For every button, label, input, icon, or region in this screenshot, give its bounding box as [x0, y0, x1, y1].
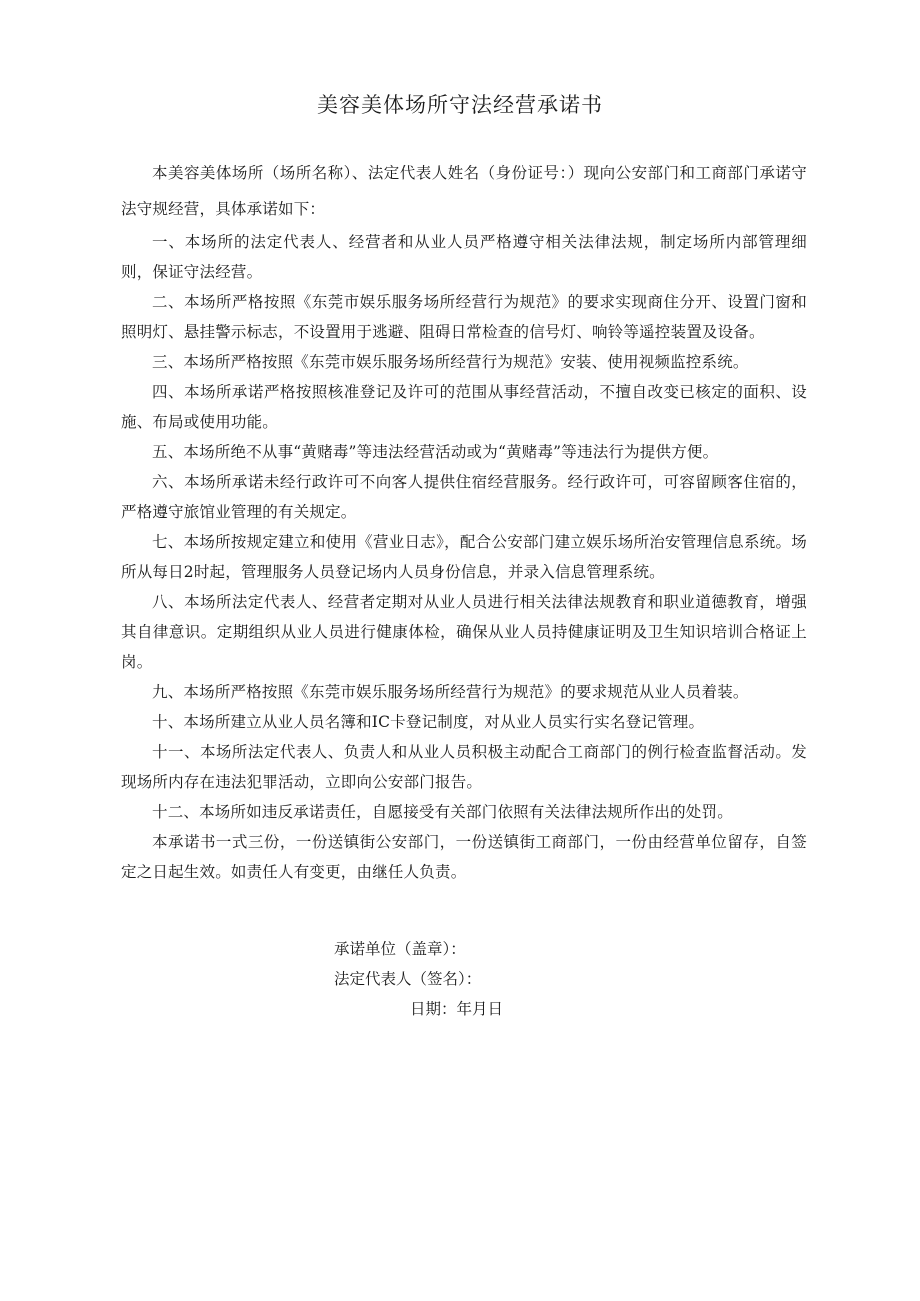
signature-representative-label: 法定代表人（签名）：	[334, 970, 482, 988]
signature-date-label: 日期：年月日	[410, 1000, 504, 1018]
clause-12: 十二、本场所如违反承诺责任，自愿接受有关部门依照有关法律法规所作出的处罚。	[152, 803, 733, 821]
clause-3: 三、本场所严格按照《东莞市娱乐服务场所经营行为规范》安装、使用视频监控系统。	[152, 353, 749, 371]
clause-8: 八、本场所法定代表人、经营者定期对从业人员进行相关法律法规教育和职业道德教育，增强其自律意识。定期组织从业人员进行健康体检，确保从业人员持健康证明及卫生知识培训合格证上岗。	[121, 593, 807, 671]
clause-7: 七、本场所按规定建立和使用《营业日志》，配合公安部门建立娱乐场所治安管理信息系统。场所从每日2时起，管理服务人员登记场内人员身份信息，并录入信息管理系统。	[121, 533, 807, 581]
clause-2: 二、本场所严格按照《东莞市娱乐服务场所经营行为规范》的要求实现商住分开、设置门窗和照明灯、悬挂警示标志，不设置用于逃避、阻碍日常检查的信号灯、响铃等遥控装置及设备。	[121, 293, 807, 341]
clause-4: 四、本场所承诺严格按照核准登记及许可的范围从事经营活动，不擅自改变已核定的面积、设施、布局或使用功能。	[121, 383, 807, 431]
clause-5: 五、本场所绝不从事“黄赌毒”等违法经营活动或为“黄赌毒”等违法行为提供方便。	[152, 443, 719, 461]
signature-unit-label: 承诺单位（盖章）：	[334, 940, 466, 958]
document-body	[121, 155, 807, 887]
document-title: 美容美体场所守法经营承诺书	[317, 93, 603, 117]
clause-1: 一、本场所的法定代表人、经营者和从业人员严格遵守相关法律法规，制定场所内部管理细则，保证守法经营。	[121, 233, 807, 281]
clause-6: 六、本场所承诺未经行政许可不向客人提供住宿经营服务。经行政许可，可容留顾客住宿的，严格遵守旅馆业管理的有关规定。	[121, 473, 807, 521]
clause-9: 九、本场所严格按照《东莞市娱乐服务场所经营行为规范》的要求规范从业人员着装。	[152, 683, 749, 701]
clause-11: 十一、本场所法定代表人、负责人和从业人员积极主动配合工商部门的例行检查监督活动。发现场所内存在违法犯罪活动，立即向公安部门报告。	[121, 743, 807, 791]
clause-10: 十、本场所建立从业人员名簿和IC卡登记制度，对从业人员实行实名登记管理。	[152, 713, 705, 731]
closing-paragraph: 本承诺书一式三份，一份送镇街公安部门，一份送镇街工商部门，一份由经营单位留存，自签定之日起生效。如责任人有变更，由继任人负责。	[121, 833, 807, 881]
signature-block	[334, 934, 734, 1024]
intro-paragraph: 本美容美体场所（场所名称）、法定代表人姓名（身份证号：）现向公安部门和工商部门承诺守法守规经营，具体承诺如下：	[121, 164, 807, 218]
